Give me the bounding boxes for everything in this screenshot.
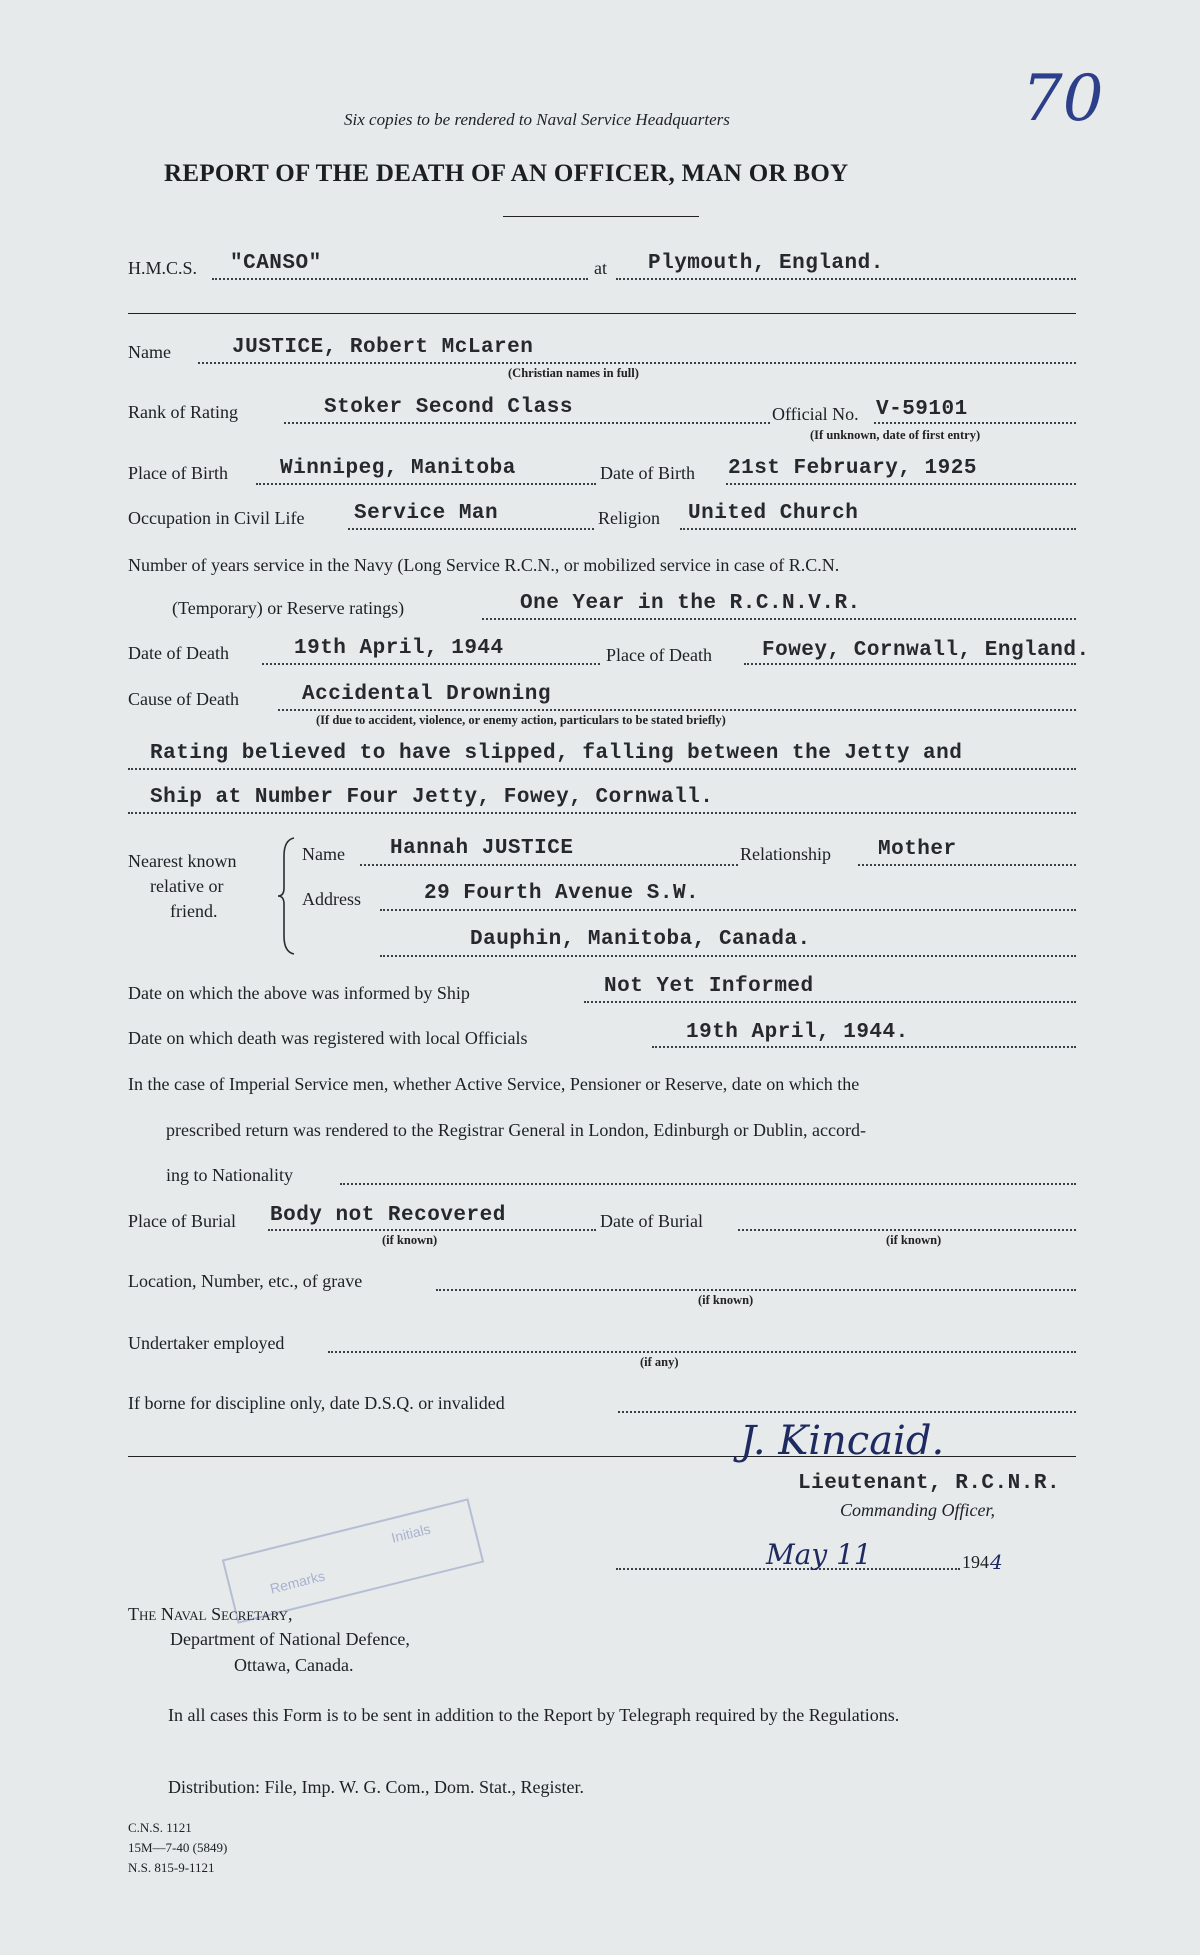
- burial-place-label: Place of Burial: [128, 1211, 236, 1231]
- form-code-1: C.N.S. 1121: [128, 1820, 192, 1835]
- undertaker-label: Undertaker employed: [128, 1333, 285, 1353]
- burial-date-dots: [738, 1229, 1076, 1231]
- relative-address-label: Address: [302, 889, 361, 909]
- form-code-3: N.S. 815-9-1121: [128, 1860, 215, 1875]
- burial-date-label: Date of Burial: [600, 1211, 703, 1231]
- at-value: Plymouth, England.: [648, 252, 884, 275]
- death-date-value: 19th April, 1944: [294, 637, 504, 660]
- at-dots: [616, 278, 1076, 280]
- burial-place-dots: [268, 1229, 596, 1231]
- official-no-label: Official No.: [772, 404, 859, 424]
- rank-value: Stoker Second Class: [324, 396, 573, 419]
- file-number-handwritten: 70: [1022, 62, 1104, 136]
- imperial-line2: prescribed return was rendered to the Registrar General in London, Edinburgh or Dublin, accord-: [166, 1120, 866, 1140]
- religion-dots: [680, 528, 1076, 530]
- grave-note: (if known): [698, 1293, 754, 1307]
- death-date-label: Date of Death: [128, 643, 229, 663]
- death-date-dots: [262, 663, 600, 665]
- cause-label: Cause of Death: [128, 689, 239, 709]
- signature-year: 194: [962, 1552, 989, 1572]
- death-place-dots: [744, 663, 1076, 665]
- relationship-value: Mother: [878, 838, 957, 861]
- religion-label: Religion: [598, 508, 660, 528]
- official-no-value: V-59101: [876, 398, 968, 421]
- form-title: REPORT OF THE DEATH OF AN OFFICER, MAN OR BOY: [164, 160, 849, 187]
- imperial-line1: In the case of Imperial Service men, whether Active Service, Pensioner or Reserve, date on which the: [128, 1074, 860, 1094]
- relative-name-dots: [360, 864, 738, 866]
- relative-group-label-1: Nearest known: [128, 851, 237, 871]
- grave-dots: [436, 1289, 1076, 1291]
- birth-place-label: Place of Birth: [128, 463, 228, 483]
- ottawa-line: Ottawa, Canada.: [234, 1655, 354, 1675]
- service-dots: [482, 618, 1076, 620]
- birth-date-label: Date of Birth: [600, 463, 695, 483]
- distribution-list: Distribution: File, Imp. W. G. Com., Dom. Stat., Register.: [168, 1777, 585, 1797]
- signature-title: Commanding Officer,: [840, 1500, 995, 1520]
- undertaker-dots: [328, 1351, 1076, 1353]
- hmcs-label: H.M.C.S.: [128, 258, 198, 278]
- service-label-line2: (Temporary) or Reserve ratings): [172, 598, 405, 618]
- relative-address-dots-1: [380, 909, 1076, 911]
- at-label: at: [594, 258, 607, 278]
- burial-place-value: Body not Recovered: [270, 1204, 506, 1227]
- copies-note: Six copies to be rendered to Naval Service Headquarters: [344, 110, 730, 129]
- occupation-dots: [348, 528, 594, 530]
- signature-rank: Lieutenant, R.C.N.R.: [798, 1472, 1061, 1495]
- stamp-initials-label: Initials: [389, 1520, 433, 1546]
- official-no-note: (If unknown, date of first entry): [810, 428, 981, 442]
- relative-address-dots-2: [380, 955, 1076, 957]
- religion-value: United Church: [688, 502, 859, 525]
- informed-dots: [584, 1001, 1076, 1003]
- imperial-dots: [340, 1183, 1076, 1185]
- undertaker-note: (if any): [640, 1355, 679, 1369]
- relative-group-label-3: friend.: [170, 901, 218, 921]
- cause-dots: [278, 709, 1076, 711]
- burial-date-note: (if known): [886, 1233, 942, 1247]
- department-line: Department of National Defence,: [170, 1629, 410, 1649]
- commanding-officer-signature: J. Kincaid.: [740, 1418, 945, 1464]
- particulars-dots-2: [128, 812, 1076, 814]
- name-note: (Christian names in full): [508, 366, 639, 380]
- name-dots: [198, 362, 1076, 364]
- relative-brace: [276, 836, 300, 956]
- hmcs-dots: [212, 278, 588, 280]
- rank-dots: [284, 422, 770, 424]
- burial-place-note: (if known): [382, 1233, 438, 1247]
- discipline-dots: [618, 1411, 1076, 1413]
- hmcs-value: "CANSO": [230, 252, 322, 275]
- rank-label: Rank of Rating: [128, 402, 238, 422]
- signature-date-handwritten: May 11: [766, 1538, 872, 1571]
- service-value: One Year in the R.C.N.V.R.: [520, 592, 861, 615]
- registered-label: Date on which death was registered with local Officials: [128, 1028, 528, 1048]
- cause-value: Accidental Drowning: [302, 683, 551, 706]
- birth-date-dots: [726, 483, 1076, 485]
- official-no-dots: [874, 422, 1076, 424]
- regulation-note: In all cases this Form is to be sent in addition to the Report by Telegraph required by the Regulations.: [168, 1705, 900, 1725]
- particulars-line1: Rating believed to have slipped, falling between the Jetty and: [150, 742, 963, 765]
- occupation-label: Occupation in Civil Life: [128, 508, 305, 528]
- title-underline: [503, 216, 699, 217]
- particulars-dots-1: [128, 768, 1076, 770]
- birth-place-value: Winnipeg, Manitoba: [280, 457, 516, 480]
- imperial-line3: ing to Nationality: [166, 1165, 293, 1185]
- name-label: Name: [128, 342, 171, 362]
- birth-date-value: 21st February, 1925: [728, 457, 977, 480]
- signature-year-digit: 4: [990, 1550, 1003, 1574]
- informed-label: Date on which the above was informed by Ship: [128, 983, 470, 1003]
- cause-note: (If due to accident, violence, or enemy action, particulars to be stated briefly): [316, 713, 726, 727]
- particulars-line2: Ship at Number Four Jetty, Fowey, Cornwall.: [150, 786, 714, 809]
- death-place-value: Fowey, Cornwall, England.: [762, 639, 1090, 662]
- form-code-2: 15M—7-40 (5849): [128, 1840, 228, 1855]
- occupation-value: Service Man: [354, 502, 499, 525]
- registered-value: 19th April, 1944.: [686, 1021, 909, 1044]
- relationship-label: Relationship: [740, 844, 831, 864]
- grave-label: Location, Number, etc., of grave: [128, 1271, 363, 1291]
- relative-address-line1: 29 Fourth Avenue S.W.: [424, 882, 700, 905]
- relative-name-label: Name: [302, 844, 345, 864]
- naval-secretary: The Naval Secretary,: [128, 1604, 293, 1624]
- registered-dots: [652, 1046, 1076, 1048]
- ship-section-rule: [128, 313, 1076, 314]
- service-label-line1: Number of years service in the Navy (Long Service R.C.N., or mobilized service in case of R.C.N.: [128, 555, 840, 575]
- death-place-label: Place of Death: [606, 645, 712, 665]
- relationship-dots: [858, 864, 1076, 866]
- discipline-label: If borne for discipline only, date D.S.Q. or invalided: [128, 1393, 505, 1413]
- name-value: JUSTICE, Robert McLaren: [232, 336, 534, 359]
- relative-address-line2: Dauphin, Manitoba, Canada.: [470, 928, 811, 951]
- relative-name-value: Hannah JUSTICE: [390, 837, 574, 860]
- birth-place-dots: [256, 483, 596, 485]
- informed-value: Not Yet Informed: [604, 975, 814, 998]
- stamp-remarks-label: Remarks: [268, 1567, 327, 1597]
- relative-group-label-2: relative or: [150, 876, 224, 896]
